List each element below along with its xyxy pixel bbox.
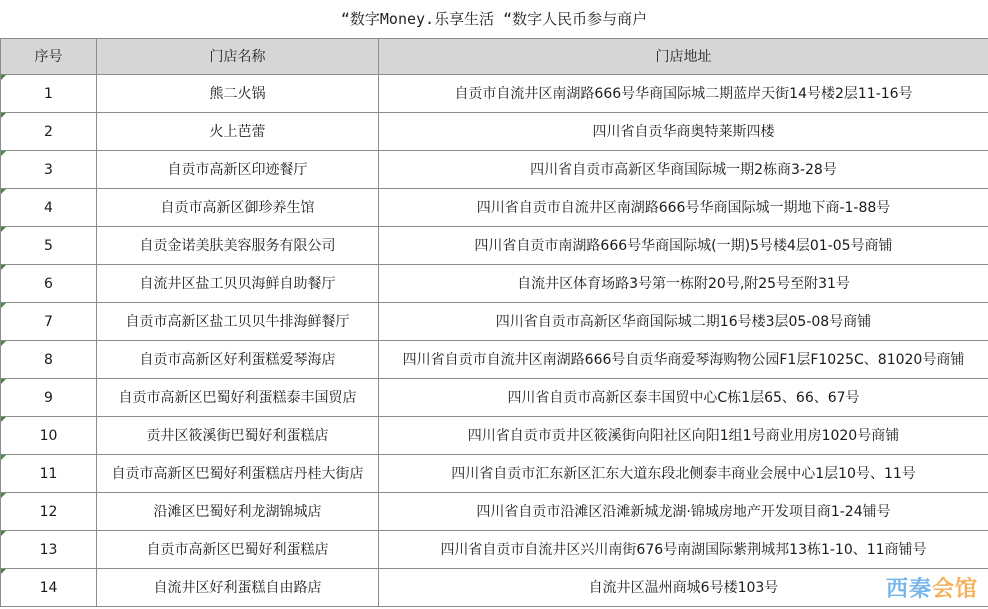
row-store-address: 自贡市自流井区南湖路666号华商国际城二期蓝岸天街14号楼2层11-16号 bbox=[379, 75, 988, 113]
row-store-name: 自流井区好利蛋糕自由路店 bbox=[97, 569, 379, 607]
row-no: 1 bbox=[1, 75, 97, 113]
row-no: 8 bbox=[1, 341, 97, 379]
row-no: 6 bbox=[1, 265, 97, 303]
row-store-address: 四川省自贡市高新区华商国际城二期16号楼3层05-08号商铺 bbox=[379, 303, 988, 341]
row-store-address: 自流井区温州商城6号楼103号 bbox=[379, 569, 988, 607]
row-store-address: 四川省自贡市汇东新区汇东大道东段北侧泰丰商业会展中心1层10号、11号 bbox=[379, 455, 988, 493]
page-title: “数字Money.乐享生活 “数字人民币参与商户 bbox=[340, 10, 648, 28]
watermark-left: 西秦 bbox=[885, 577, 932, 602]
table-row bbox=[1, 189, 988, 227]
row-store-address: 四川省自贡市自流井区南湖路666号自贡华商爱琴海购物公园F1层F1025C、81020号商铺 bbox=[379, 341, 988, 379]
row-store-name: 火上芭蕾 bbox=[97, 113, 379, 151]
row-no: 7 bbox=[1, 303, 97, 341]
row-store-address: 四川省自贡市高新区泰丰国贸中心C栋1层65、66、67号 bbox=[379, 379, 988, 417]
header-no: 序号 bbox=[1, 39, 97, 75]
row-store-address: 四川省自贡市自流井区南湖路666号华商国际城一期地下商-1-88号 bbox=[379, 189, 988, 227]
header-store-address: 门店地址 bbox=[379, 39, 988, 75]
row-store-name: 自贡市高新区印迹餐厅 bbox=[97, 151, 379, 189]
row-store-name: 自流井区盐工贝贝海鲜自助餐厅 bbox=[97, 265, 379, 303]
row-store-address: 四川省自贡市贡井区筱溪街向阳社区向阳1组1号商业用房1020号商铺 bbox=[379, 417, 988, 455]
row-store-address: 四川省自贡市自流井区兴川南街676号南湖国际紫荆城邦13栋1-10、11商铺号 bbox=[379, 531, 988, 569]
table-row bbox=[1, 455, 988, 493]
watermark-right: 会馆 bbox=[931, 577, 978, 602]
row-store-name: 自贡市高新区巴蜀好利蛋糕泰丰国贸店 bbox=[97, 379, 379, 417]
table-row bbox=[1, 113, 988, 151]
row-store-name: 自贡市高新区御珍养生馆 bbox=[97, 189, 379, 227]
row-store-address: 自流井区体育场路3号第一栋附20号,附25号至附31号 bbox=[379, 265, 988, 303]
row-no: 3 bbox=[1, 151, 97, 189]
table-row bbox=[1, 227, 988, 265]
table-row bbox=[1, 493, 988, 531]
header-store-name: 门店名称 bbox=[97, 39, 379, 75]
row-store-address: 四川省自贡华商奥特莱斯四楼 bbox=[379, 113, 988, 151]
table-row bbox=[1, 303, 988, 341]
row-no: 4 bbox=[1, 189, 97, 227]
row-store-address: 四川省自贡市沿滩区沿滩新城龙湖·锦城房地产开发项目商1-24铺号 bbox=[379, 493, 988, 531]
row-store-name: 自贡市高新区盐工贝贝牛排海鲜餐厅 bbox=[97, 303, 379, 341]
table-row bbox=[1, 569, 988, 607]
table-header-row bbox=[1, 39, 988, 75]
table-row bbox=[1, 265, 988, 303]
table-row bbox=[1, 379, 988, 417]
row-store-name: 沿滩区巴蜀好利龙湖锦城店 bbox=[97, 493, 379, 531]
table-row bbox=[1, 531, 988, 569]
row-no: 13 bbox=[1, 531, 97, 569]
table-row bbox=[1, 151, 988, 189]
row-store-name: 自贡市高新区巴蜀好利蛋糕店 bbox=[97, 531, 379, 569]
row-store-address: 四川省自贡市南湖路666号华商国际城(一期)5号楼4层01-05号商铺 bbox=[379, 227, 988, 265]
row-no: 11 bbox=[1, 455, 97, 493]
table-row bbox=[1, 341, 988, 379]
merchant-table bbox=[0, 38, 988, 607]
table-row bbox=[1, 75, 988, 113]
row-store-name: 自贡金诺美肤美容服务有限公司 bbox=[97, 227, 379, 265]
row-store-name: 熊二火锅 bbox=[97, 75, 379, 113]
row-store-address: 四川省自贡市高新区华商国际城一期2栋商3-28号 bbox=[379, 151, 988, 189]
row-no: 10 bbox=[1, 417, 97, 455]
row-no: 9 bbox=[1, 379, 97, 417]
row-no: 5 bbox=[1, 227, 97, 265]
row-no: 2 bbox=[1, 113, 97, 151]
row-no: 12 bbox=[1, 493, 97, 531]
watermark-logo bbox=[886, 572, 978, 603]
row-store-name: 自贡市高新区好利蛋糕爱琴海店 bbox=[97, 341, 379, 379]
row-store-name: 贡井区筱溪街巴蜀好利蛋糕店 bbox=[97, 417, 379, 455]
table-row bbox=[1, 417, 988, 455]
row-store-name: 自贡市高新区巴蜀好利蛋糕店丹桂大街店 bbox=[97, 455, 379, 493]
row-no: 14 bbox=[1, 569, 97, 607]
